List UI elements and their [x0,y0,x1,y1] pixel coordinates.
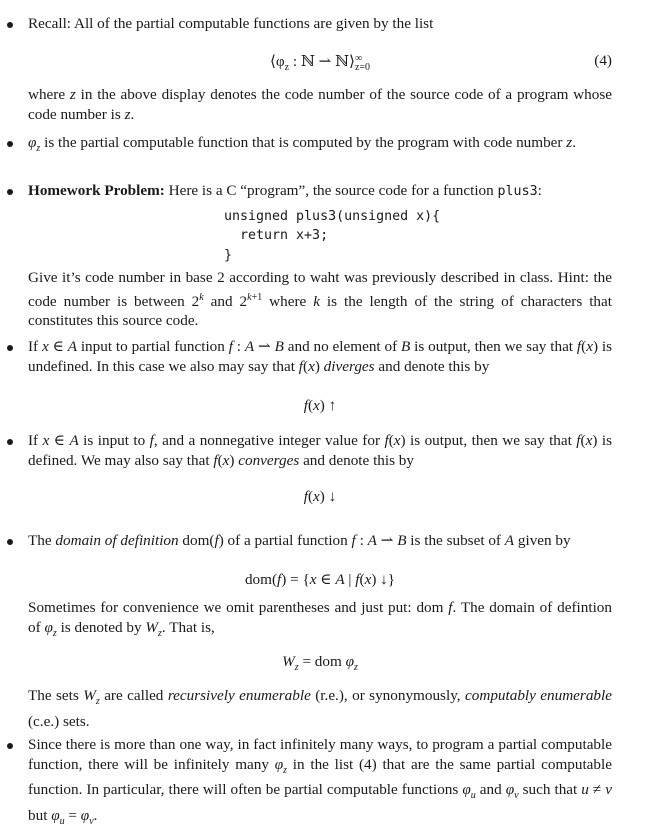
since-text: Since there is more than one way, in fact infinitely many ways, to program a partial computable function, there will be infinitely many $\varphi_z$ in the list (4) that are the same partial computable function. In particular, there will often be partial computable functions $\varphi_u$ and $\varphi_v$ such that u ≠ v but $\varphi_u = \varphi_v$. [28,736,613,827]
bullet-icon [7,141,13,147]
diverge-text: If x ∈ A input to partial function f : A ⇀ B and no element of B is output, then we say that f(x) is undefined. In this case we also may say that f(x) diverges and denote this by [28,338,612,375]
bullet-icon [7,439,13,445]
recall-display-equation: $⟨\varphi_z$ : ℕ ⇀ ℕ⟩ ∞ z=0 [269,52,371,74]
recall-text: Recall: All of the partial computable functions are given by the list [28,15,434,32]
bullet-icon [7,539,13,545]
homework-text: Homework Problem: Here is a C “program”, the source code for a function plus3: [28,182,542,199]
domain-display: dom(f) = {x ∈ A | f(x) ↓} [244,571,396,588]
code-line-1: unsigned plus3(unsigned x){ [224,209,441,224]
recall-after-text: where z in the above display denotes the code number of the source code of a program whose code number is z. [28,86,612,123]
domain-after-text-2: The sets $W_z$ are called recursively enumerable (r.e.), or synonymously, computably enumerable (c.e.) sets. [28,687,612,730]
domain-after-text-1: Sometimes for convenience we omit parentheses and just put: dom f. The domain of defintion of $\varphi_z$ is denoted by $W_z$. That is, [28,599,612,639]
converge-text: If x ∈ A is input to f, and a nonnegative integer value for f(x) is output, then we say that f(x) is defined. We may also say that f(x) converges and denote this by [28,432,612,469]
code-line-3: } [224,248,233,263]
homework-label: Homework Problem: [28,182,165,199]
homework-after-text: Give it’s code number in base 2 according to waht was previously described in class. Hint: the code number is between 2$^k$ and $2^{k+1}$ where k is the length of the string of characters that constitutes this source code. [28,269,612,330]
phi-definition-text: $\varphi_z$ is the partial computable function that is computed by the program with code number z. [28,134,576,155]
bullet-icon [7,345,13,351]
domain-text: The domain of definition dom(f) of a partial function f : A ⇀ B is the subset of A given by [28,532,571,549]
converge-display: f(x) ↓ [303,488,337,505]
wz-display: $W_z$ = dom $\varphi_z$ [282,653,358,674]
code-line-2: return x+3; [224,228,329,243]
bullet-icon [7,22,13,28]
bullet-icon [7,743,13,749]
diverge-display: f(x) ↑ [303,397,337,414]
bullet-icon [7,189,13,195]
equation-number: (4) [594,52,612,69]
